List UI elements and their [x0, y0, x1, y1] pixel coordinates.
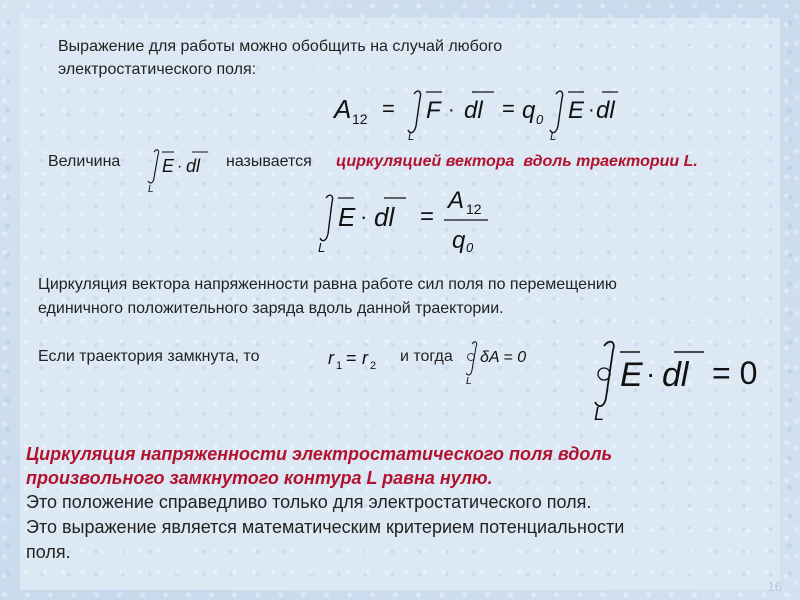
big-vec: E [620, 356, 643, 394]
work-dl-2: dl [596, 97, 615, 124]
small-closed-integral [460, 336, 560, 386]
work-lhs: A [334, 94, 352, 124]
closed-text-2: и тогда [400, 348, 453, 365]
magnitude-vec: E [162, 156, 175, 176]
small-expr: δA = 0 [480, 349, 527, 366]
work-lhs-sub: 12 [352, 111, 368, 127]
magnitude-called: называется [226, 153, 312, 170]
work-q: q [522, 97, 536, 124]
intro-line-1: Выражение для работы можно обобщить на случай любого [58, 38, 503, 55]
closed-r2: r [362, 348, 368, 368]
magnitude-word: Величина [48, 153, 121, 170]
work-int2-sub: L [550, 131, 557, 142]
magnitude-dl: dl [186, 156, 201, 176]
magnitude-dot: · [177, 158, 183, 175]
closed-r1-sub: 1 [336, 360, 343, 372]
small-circulation-integral [144, 144, 214, 194]
closed-text-1: Если траектория замкнута, то [38, 348, 260, 365]
radius-equality [324, 344, 394, 374]
big-closed-integral [586, 336, 776, 422]
circ-num: A [448, 187, 465, 214]
big-eq: = 0 [712, 355, 758, 391]
definition-line-1: Циркуляция вектора напряженности равна работе сил поля по перемещению [38, 276, 617, 293]
work-dot-1: · [448, 99, 455, 121]
circ-vec: E [338, 202, 356, 232]
conclusion-red-line-2: произвольного замкнутого контура L равна нулю. [26, 468, 493, 488]
big-int-sub: L [594, 404, 605, 422]
work-vec-f: F [426, 97, 441, 124]
small-int-sub: L [466, 376, 472, 386]
conclusion-line-5: поля. [26, 542, 71, 562]
work-q-sub: 0 [536, 112, 544, 127]
work-int1-sub: L [408, 131, 415, 142]
magnitude-highlight: циркуляцией вектора вдоль траектории L. [336, 153, 698, 170]
circulation-formula [312, 176, 492, 256]
work-dot-2: · [588, 99, 595, 121]
circ-dl: dl [374, 202, 395, 232]
integral-sign-2 [550, 91, 563, 133]
work-dl-1: dl [464, 97, 483, 124]
closed-r1: r [328, 348, 334, 368]
circ-num-sub: 12 [466, 201, 482, 217]
circ-int-sub: L [318, 240, 326, 255]
big-dot: · [646, 358, 656, 389]
closed-eq: = [346, 348, 357, 368]
page-number: 16 [767, 579, 782, 594]
intro-line-2: электростатического поля: [58, 61, 257, 78]
work-eq-2: = [502, 96, 515, 121]
circ-den-sub: 0 [466, 240, 474, 255]
definition-line-2: единичного положительного заряда вдоль данной траектории. [38, 300, 504, 317]
slide [20, 18, 780, 590]
circ-dot: · [360, 204, 368, 229]
work-eq-1: = [382, 96, 395, 121]
conclusion-line-4: Это выражение является математическим критерием потенциальности [26, 517, 625, 537]
magnitude-int-sub: L [148, 184, 154, 194]
circ-eq: = [420, 203, 435, 230]
integral-sign-1 [408, 91, 421, 133]
conclusion-red-line-1: Циркуляция напряженности электростатического поля вдоль [26, 444, 613, 464]
work-formula [330, 78, 620, 142]
big-dl: dl [662, 356, 689, 394]
work-vec-e: E [568, 97, 585, 124]
circ-den: q [452, 227, 466, 254]
closed-r2-sub: 2 [370, 360, 377, 372]
conclusion-line-3: Это положение справедливо только для электростатического поля. [26, 492, 592, 512]
